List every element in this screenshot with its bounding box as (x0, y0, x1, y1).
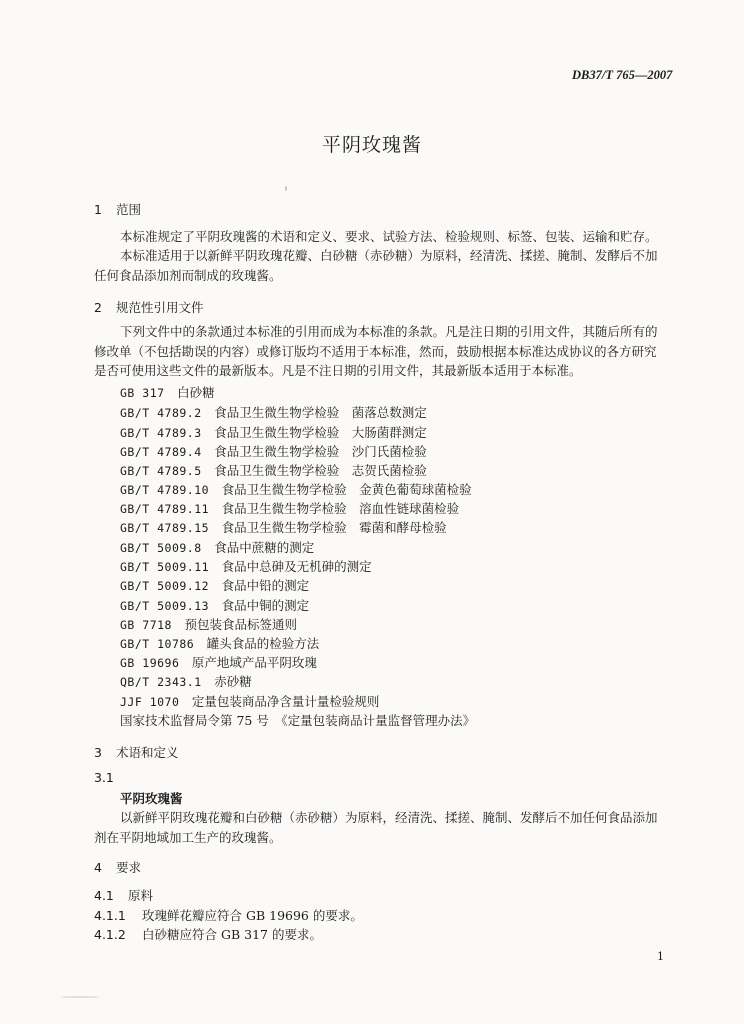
reference-code: GB/T 4789.3 (120, 426, 202, 440)
section-3-heading (94, 743, 179, 761)
reference-item (120, 423, 427, 441)
reference-code: GB 19696 (120, 656, 180, 670)
term-title: 平阴玫瑰酱 (120, 791, 183, 806)
term-definition: 以新鲜平阴玫瑰花瓣和白砂糖（赤砂糖）为原料，经清洗、揉搓、腌制、发酵后不加任何食品添加剂在平阴地域加工生产的玫瑰酱。 (94, 810, 658, 845)
reference-code: GB 7718 (120, 618, 172, 632)
item-text: 玫瑰鲜花瓣应符合 GB 19696 的要求。 (142, 908, 363, 923)
section-number: 3 (94, 745, 102, 760)
reference-code: GB/T 4789.11 (120, 502, 210, 516)
section-number: 1 (94, 202, 102, 217)
reference-item (120, 672, 252, 690)
reference-code: GB/T 4789.15 (120, 521, 210, 535)
reference-item (120, 538, 314, 556)
reference-item (120, 634, 319, 652)
reference-code: GB/T 5009.8 (120, 541, 202, 555)
section-title: 术语和定义 (116, 745, 179, 760)
reference-item (120, 480, 472, 498)
reference-item (120, 692, 379, 710)
reference-title: 罐头食品的检验方法 (206, 636, 320, 651)
reference-code: GB 317 (120, 386, 165, 400)
reference-code: GB/T 4789.2 (120, 406, 202, 420)
section-1-paragraph-2: 本标准适用于以新鲜平阴玫瑰花瓣、白砂糖（赤砂糖）为原料，经清洗、揉搓、腌制、发酵后不加任何食品添加剂而制成的玫瑰酱。 (94, 248, 658, 283)
scan-speck (60, 996, 100, 998)
reference-item (120, 576, 309, 594)
reference-title: 食品中铜的测定 (221, 598, 310, 613)
reference-title: 白砂糖 (177, 385, 215, 400)
section-2-heading (94, 298, 204, 316)
section-title: 规范性引用文件 (116, 300, 204, 315)
reference-item (120, 383, 215, 401)
subsection-number: 3.1 (94, 770, 114, 785)
reference-code: 国家技术监督局令第 75 号 (120, 713, 269, 728)
document-title: 平阴玫瑰酱 (321, 134, 422, 156)
reference-title: 定量包装商品净含量计量检验规则 (191, 694, 380, 709)
reference-code: JJF 1070 (120, 695, 180, 709)
item-number: 4.1.2 (94, 927, 126, 942)
subsection-title: 原料 (128, 888, 154, 903)
requirement-item (94, 925, 322, 943)
scan-speck (285, 186, 287, 191)
requirement-item (94, 906, 363, 924)
reference-title: 食品中蔗糖的测定 (214, 540, 315, 555)
section-1-heading (94, 200, 141, 218)
subsection-number: 4.1 (94, 888, 114, 903)
reference-code: GB/T 4789.10 (120, 483, 210, 497)
reference-item (120, 518, 447, 536)
page-number: 1 (657, 950, 664, 963)
reference-item (120, 615, 297, 633)
reference-item (120, 557, 372, 575)
reference-item (120, 653, 317, 671)
reference-item (120, 596, 309, 614)
reference-title: 《定量包装商品计量监督管理办法》 (281, 713, 476, 728)
subsection-4-1 (94, 886, 153, 904)
reference-code: GB/T 5009.13 (120, 599, 210, 613)
reference-code: GB/T 10786 (120, 637, 195, 651)
reference-title: 原产地域产品平阴玫瑰 (191, 655, 317, 670)
reference-title: 预包装食品标签通则 (184, 617, 297, 632)
reference-code: GB/T 5009.11 (120, 560, 210, 574)
section-number: 2 (94, 300, 102, 315)
reference-title: 食品卫生微生物学检验 菌落总数测定 (214, 405, 427, 420)
reference-title: 食品卫生微生物学检验 大肠菌群测定 (214, 425, 427, 440)
reference-item (120, 711, 475, 729)
reference-code: GB/T 4789.4 (120, 445, 202, 459)
section-2-intro: 下列文件中的条款通过本标准的引用而成为本标准的条款。凡是注日期的引用文件，其随后所有的修改单（不包括勘误的内容）或修订版均不适用于本标准，然而，鼓励根据本标准达成协议的各方研究是否可使用这些文件的最新版本。凡是不注日期的引用文件，其最新版本适用于本标准。 (94, 324, 658, 378)
standard-code: DB37/T 765—2007 (572, 68, 673, 82)
reference-title: 食品中铅的测定 (221, 578, 310, 593)
reference-title: 食品卫生微生物学检验 霉菌和酵母检验 (221, 520, 447, 535)
section-title: 范围 (116, 202, 142, 217)
item-number: 4.1.1 (94, 908, 126, 923)
reference-title: 食品卫生微生物学检验 溶血性链球菌检验 (221, 501, 460, 516)
reference-title: 食品卫生微生物学检验 沙门氏菌检验 (214, 444, 427, 459)
item-text: 白砂糖应符合 GB 317 的要求。 (142, 927, 322, 942)
reference-title: 食品卫生微生物学检验 金黄色葡萄球菌检验 (221, 482, 472, 497)
reference-title: 食品中总砷及无机砷的测定 (221, 559, 372, 574)
reference-code: GB/T 4789.5 (120, 464, 202, 478)
reference-title: 赤砂糖 (214, 674, 252, 689)
section-number: 4 (94, 860, 102, 875)
reference-item (120, 442, 427, 460)
section-1-paragraph-1: 本标准规定了平阴玫瑰酱的术语和定义、要求、试验方法、检验规则、标签、包装、运输和贮存。 (120, 229, 658, 244)
reference-title: 食品卫生微生物学检验 志贺氏菌检验 (214, 463, 427, 478)
reference-code: QB/T 2343.1 (120, 675, 202, 689)
reference-code: GB/T 5009.12 (120, 579, 210, 593)
reference-item (120, 461, 427, 479)
reference-item (120, 499, 459, 517)
section-4-heading (94, 858, 141, 876)
reference-item (120, 403, 427, 421)
section-title: 要求 (116, 860, 142, 875)
